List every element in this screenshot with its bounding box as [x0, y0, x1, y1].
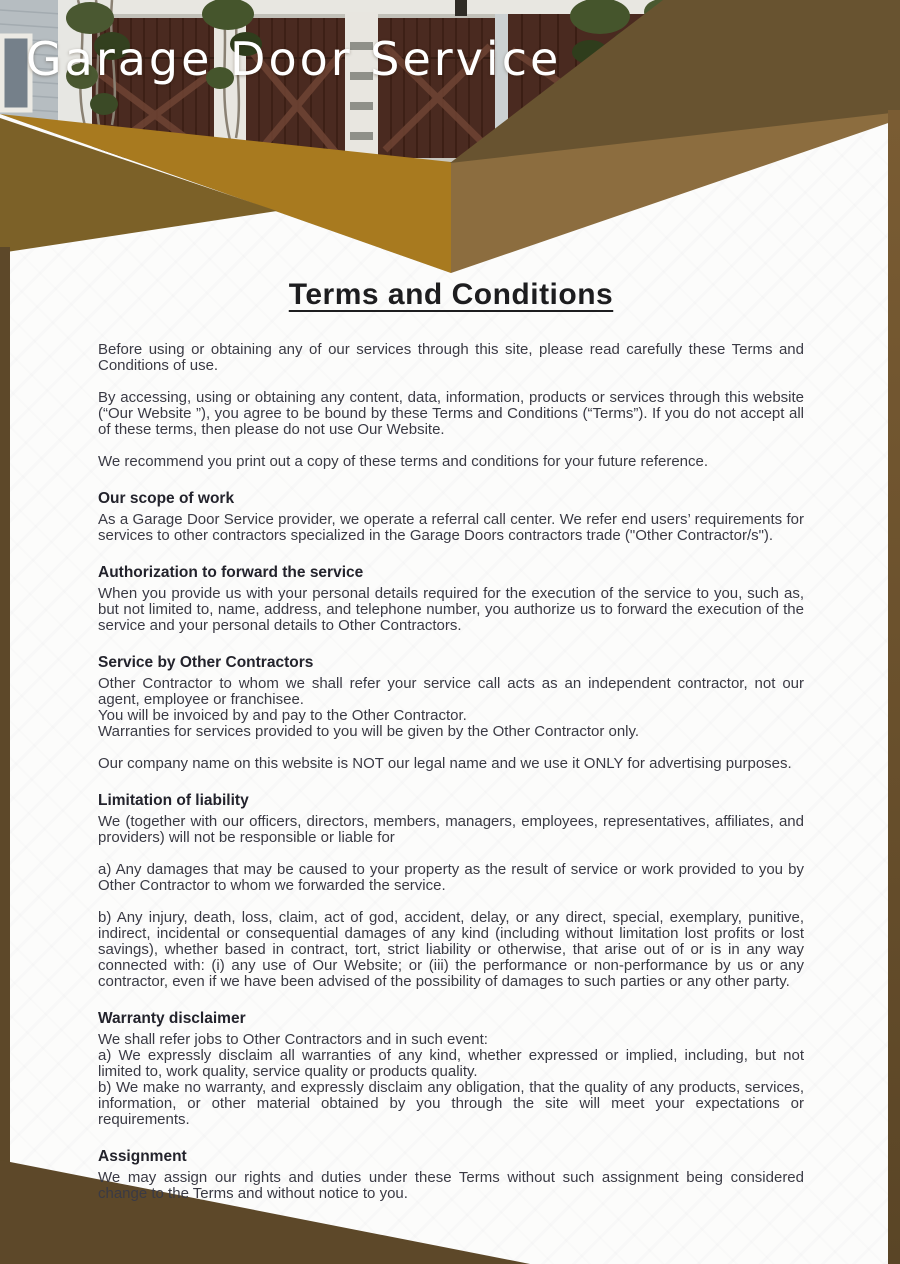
section-heading-service-by-others: Service by Other Contractors	[98, 654, 314, 671]
section-paragraph: Our company name on this website is NOT our legal name and we use it ONLY for advertising purposes.	[98, 755, 792, 772]
section-paragraph: b) Any injury, death, loss, claim, act of god, accident, delay, or any direct, special, exemplary, punitive, indirect, incidental or consequential damages of any kind (including without limitation lost profits or lost savings), whether based in contract, tort, strict liability or otherwise, that arise out of or is in any way connected with: (i) any use of Our Website; or (iii) the performance or non-performance by us or any contractor, even if we have been advised of the possibility of damages to such parties or any other party.	[98, 909, 804, 990]
intro-paragraph: Before using or obtaining any of our services through this site, please read carefully these Terms and Conditions of use.	[98, 341, 804, 374]
section-paragraph: Other Contractor to whom we shall refer your service call acts as an independent contractor, not our agent, employee or franchisee.	[98, 675, 804, 708]
section-heading-authorization: Authorization to forward the service	[98, 564, 364, 581]
terms-content	[98, 278, 804, 1218]
section-paragraph: As a Garage Door Service provider, we operate a referral call center. We refer end users’ requirements for services to other contractors specialized in the Garage Doors contractors trade ("Other Contractor/s").	[98, 511, 804, 544]
section-heading-limitation: Limitation of liability	[98, 792, 249, 809]
section-paragraph: We shall refer jobs to Other Contractors and in such event:	[98, 1031, 488, 1048]
section-heading-assignment: Assignment	[98, 1148, 187, 1165]
right-border-strip	[888, 110, 900, 1264]
intro-paragraph: By accessing, using or obtaining any content, data, information, products or services through this website (“Our Website ”), you agree to be bound by these Terms and Conditions (“Terms”). If you do not accept all of these terms, then please do not use Our Website.	[98, 389, 804, 438]
section-paragraph: When you provide us with your personal details required for the execution of the service to you, such as, but not limited to, name, address, and telephone number, you authorize us to forward the execution of the service and your personal details to Other Contractors.	[98, 585, 804, 634]
lantern	[455, 0, 467, 16]
section-paragraph: Warranties for services provided to you will be given by the Other Contractor only.	[98, 723, 640, 740]
section-paragraph: You will be invoiced by and pay to the Other Contractor.	[98, 707, 467, 724]
section-paragraph: We (together with our officers, directors, members, managers, employees, representatives, affiliates, and providers) will not be responsible or liable for	[98, 813, 804, 846]
header-banner	[0, 0, 900, 300]
section-paragraph: a) We expressly disclaim all warranties of any kind, whether expressed or implied, including, but not limited to, work quality, service quality or products quality.	[98, 1047, 804, 1080]
section-paragraph: We may assign our rights and duties under these Terms without such assignment being considered change to the Terms and without notice to you.	[98, 1169, 804, 1202]
intro-paragraph: We recommend you print out a copy of these terms and conditions for your future reference.	[98, 453, 709, 470]
section-paragraph: a) Any damages that may be caused to your property as the result of service or work provided to you by Other Contractor to whom we forwarded the service.	[98, 861, 804, 894]
section-paragraph: b) We make no warranty, and expressly disclaim any obligation, that the quality of any products, services, information, or other material obtained by you through the site will meet your expectations or requirements.	[98, 1079, 804, 1128]
brand-title: Garage Door Service	[26, 32, 562, 86]
section-heading-our-scope: Our scope of work	[98, 490, 235, 507]
left-border-strip	[0, 247, 10, 1180]
page-title: Terms and Conditions	[288, 278, 614, 311]
section-heading-warranty: Warranty disclaimer	[98, 1010, 246, 1027]
